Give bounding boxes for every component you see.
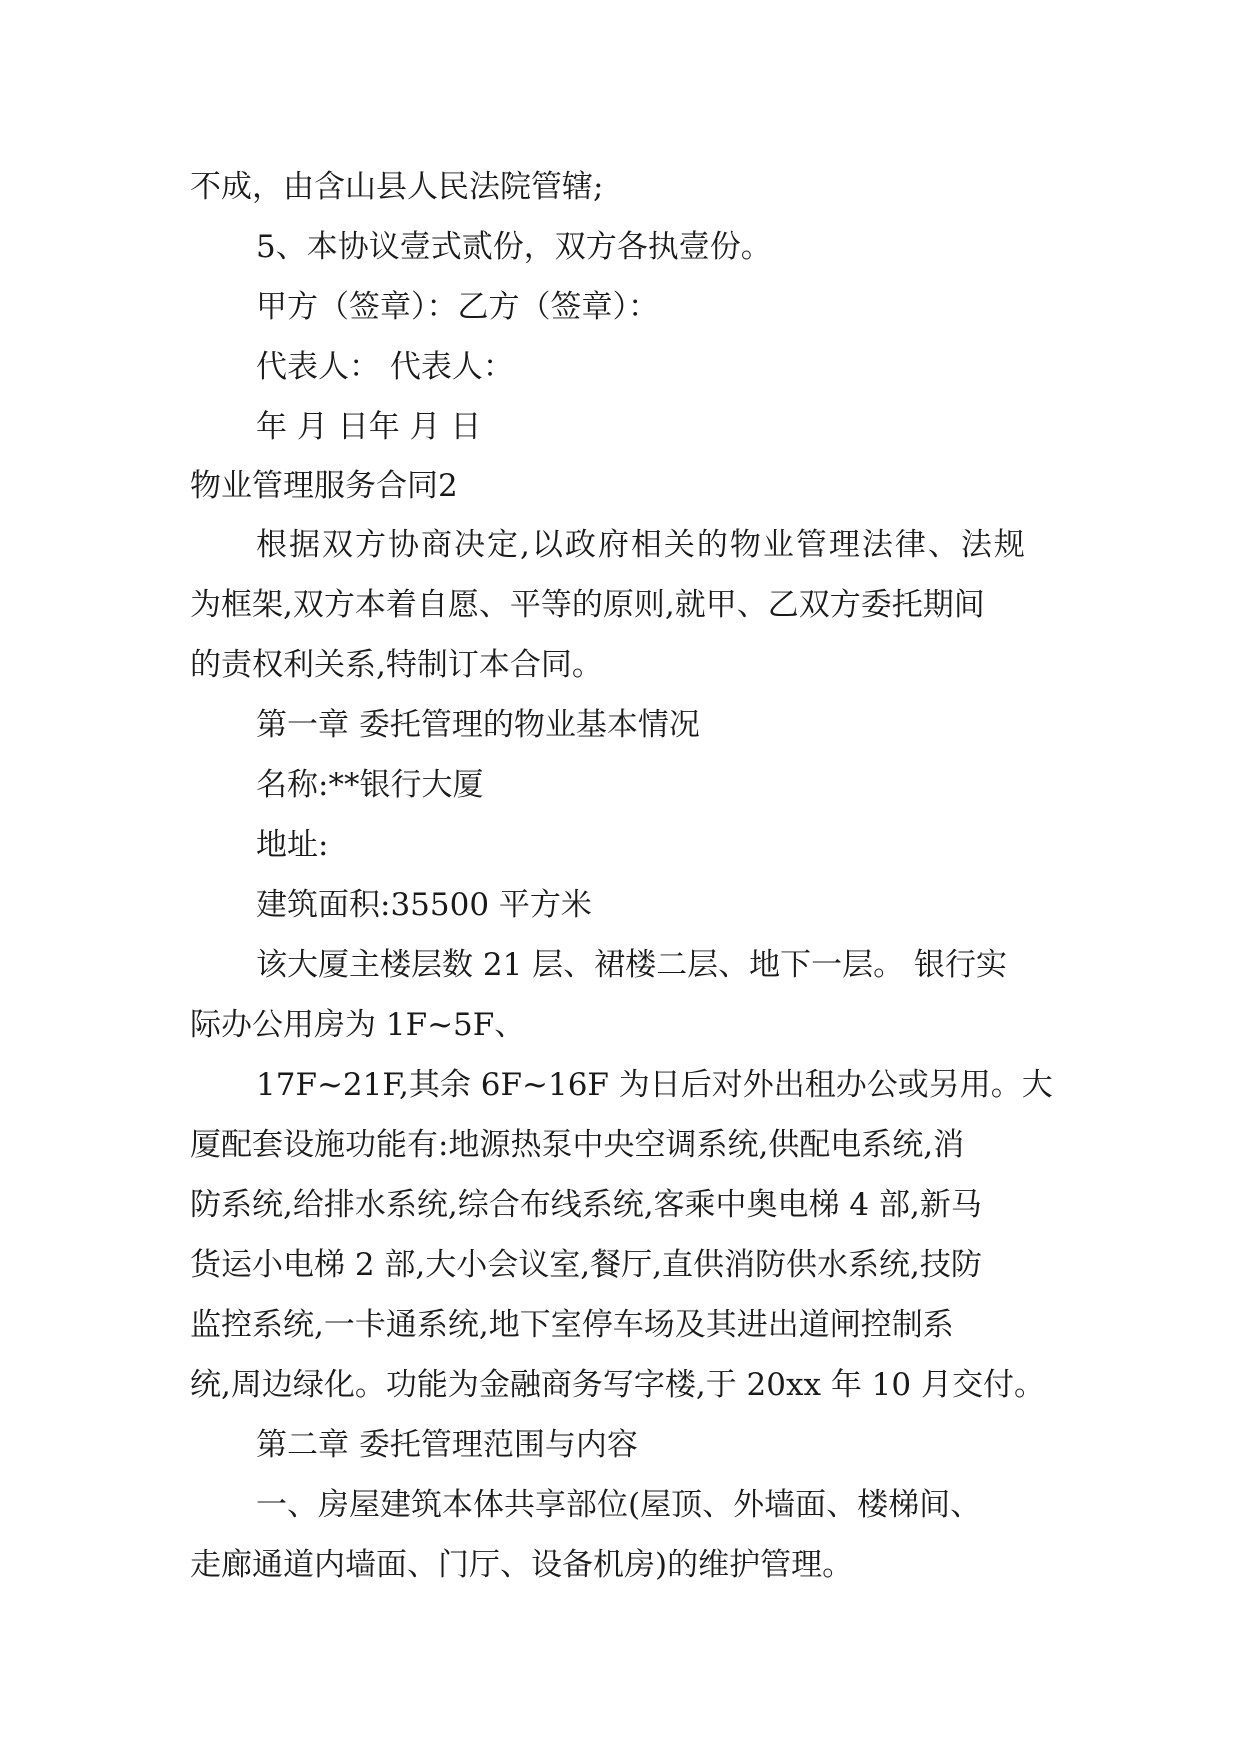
text-line: 甲方（签章）：乙方（签章）： <box>256 289 659 325</box>
chapter-heading: 第二章 委托管理范围与内容 <box>256 1427 638 1463</box>
text-line: 的责权利关系,特制订本合同。 <box>190 647 603 683</box>
text-line: 地址: <box>256 827 329 863</box>
text-line: 该大厦主楼层数 21 层、裙楼二层、地下一层。 银行实 <box>256 947 1008 983</box>
text-line: 监控系统,一卡通系统,地下室停车场及其进出道闸控制系 <box>190 1307 954 1343</box>
text-line: 一、房屋建筑本体共享部位(屋顶、外墙面、楼梯间、 <box>256 1487 982 1523</box>
text-line: 为框架,双方本着自愿、平等的原则,就甲、乙双方委托期间 <box>190 587 985 623</box>
text-line: 际办公用房为 1F~5F、 <box>190 1007 526 1043</box>
text-line: 建筑面积:35500 平方米 <box>256 887 592 923</box>
text-line: 统,周边绿化。功能为金融商务写字楼,于 20xx 年 10 月交付。 <box>190 1367 1045 1403</box>
text-line: 名称:**银行大厦 <box>256 767 484 803</box>
text-line: 厦配套设施功能有:地源热泵中央空调系统,供配电系统,消 <box>190 1127 965 1163</box>
text-line: 代表人： 代表人： <box>256 349 514 385</box>
text-line: 走廊通道内墙面、门厅、设备机房)的维护管理。 <box>190 1547 854 1583</box>
text-line: 5、本协议壹式贰份，双方各执壹份。 <box>256 229 772 265</box>
text-line: 不成，由含山县人民法院管辖; <box>190 169 604 205</box>
text-line: 年 月 日年 月 日 <box>256 409 482 445</box>
text-line: 17F~21F,其余 6F~16F 为日后对外出租办公或另用。大 <box>256 1067 1053 1103</box>
text-line: 货运小电梯 2 部,大小会议室,餐厅,直供消防供水系统,技防 <box>190 1247 982 1283</box>
chapter-heading: 第一章 委托管理的物业基本情况 <box>256 707 700 743</box>
section-title: 物业管理服务合同2 <box>190 468 458 504</box>
text-line: 根据双方协商决定,以政府相关的物业管理法律、法规 <box>256 527 1027 563</box>
text-line: 防系统,给排水系统,综合布线系统,客乘中奥电梯 4 部,新马 <box>190 1187 982 1223</box>
